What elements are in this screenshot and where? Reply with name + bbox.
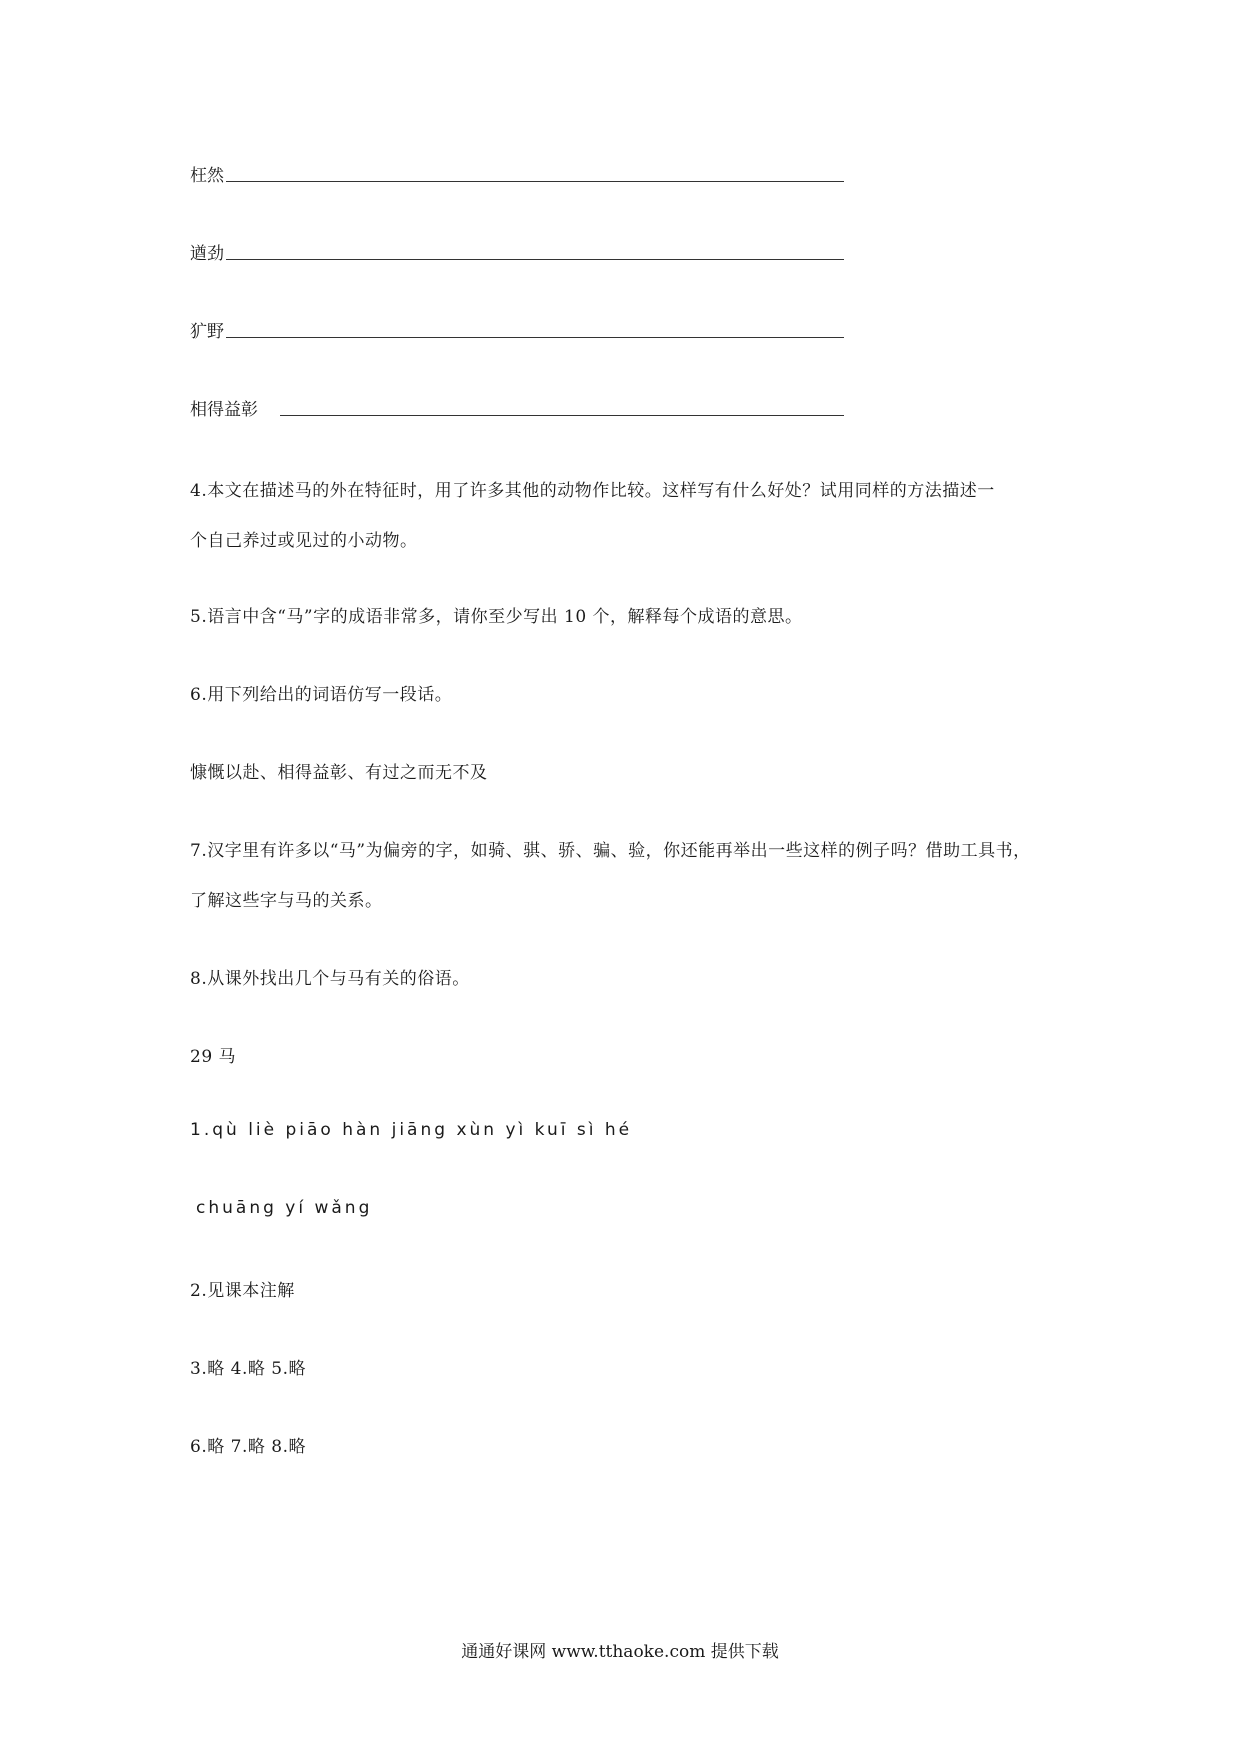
page-footer: 通通好课网 www.tthaoke.com 提供下载 — [461, 1642, 779, 1662]
answer-6-8-text: 6.略 7.略 8.略 — [190, 1437, 306, 1457]
answer-section-heading: 29 马 — [190, 1047, 237, 1067]
question-4-text: 个自己养过或见过的小动物。 — [190, 531, 418, 551]
question-6-words: 慷慨以赴、相得益彰、有过之而无不及 — [190, 763, 488, 783]
question-6-text: 6.用下列给出的词语仿写一段话。 — [190, 685, 453, 705]
question-8-text: 8.从课外找出几个与马有关的俗语。 — [190, 969, 470, 989]
question-7-text: 了解这些字与马的关系。 — [190, 891, 383, 911]
vocab-word: 相得益彰 — [190, 395, 258, 420]
answer-1-pinyin: 1.qù liè piāo hàn jiāng xùn yì kuī sì hé — [190, 1120, 633, 1140]
question-7-text: 7.汉字里有许多以“马”为偏旁的字，如骑、骐、骄、骗、验，你还能再举出一些这样的例子吗？借助工具书， — [190, 841, 1031, 861]
question-4-text: 4.本文在描述马的外在特征时，用了许多其他的动物作比较。这样写有什么好处？试用同样的方法描述一 — [190, 481, 995, 501]
answer-2-text: 2.见课本注解 — [190, 1281, 295, 1301]
vocab-word: 枉然 — [190, 161, 224, 186]
answer-line — [226, 181, 844, 182]
vocab-word: 犷野 — [190, 317, 224, 342]
fill-blank-row — [190, 318, 844, 342]
fill-blank-row — [190, 162, 844, 186]
answer-line — [280, 415, 844, 416]
vocab-word: 遒劲 — [190, 239, 224, 264]
fill-blank-row — [190, 240, 844, 264]
answer-line — [226, 259, 844, 260]
answer-1-pinyin: chuāng yí wǎng — [196, 1198, 373, 1218]
question-5-text: 5.语言中含“马”字的成语非常多，请你至少写出 10 个，解释每个成语的意思。 — [190, 607, 803, 627]
answer-line — [226, 337, 844, 338]
answer-3-5-text: 3.略 4.略 5.略 — [190, 1359, 306, 1379]
fill-blank-row — [190, 396, 844, 420]
